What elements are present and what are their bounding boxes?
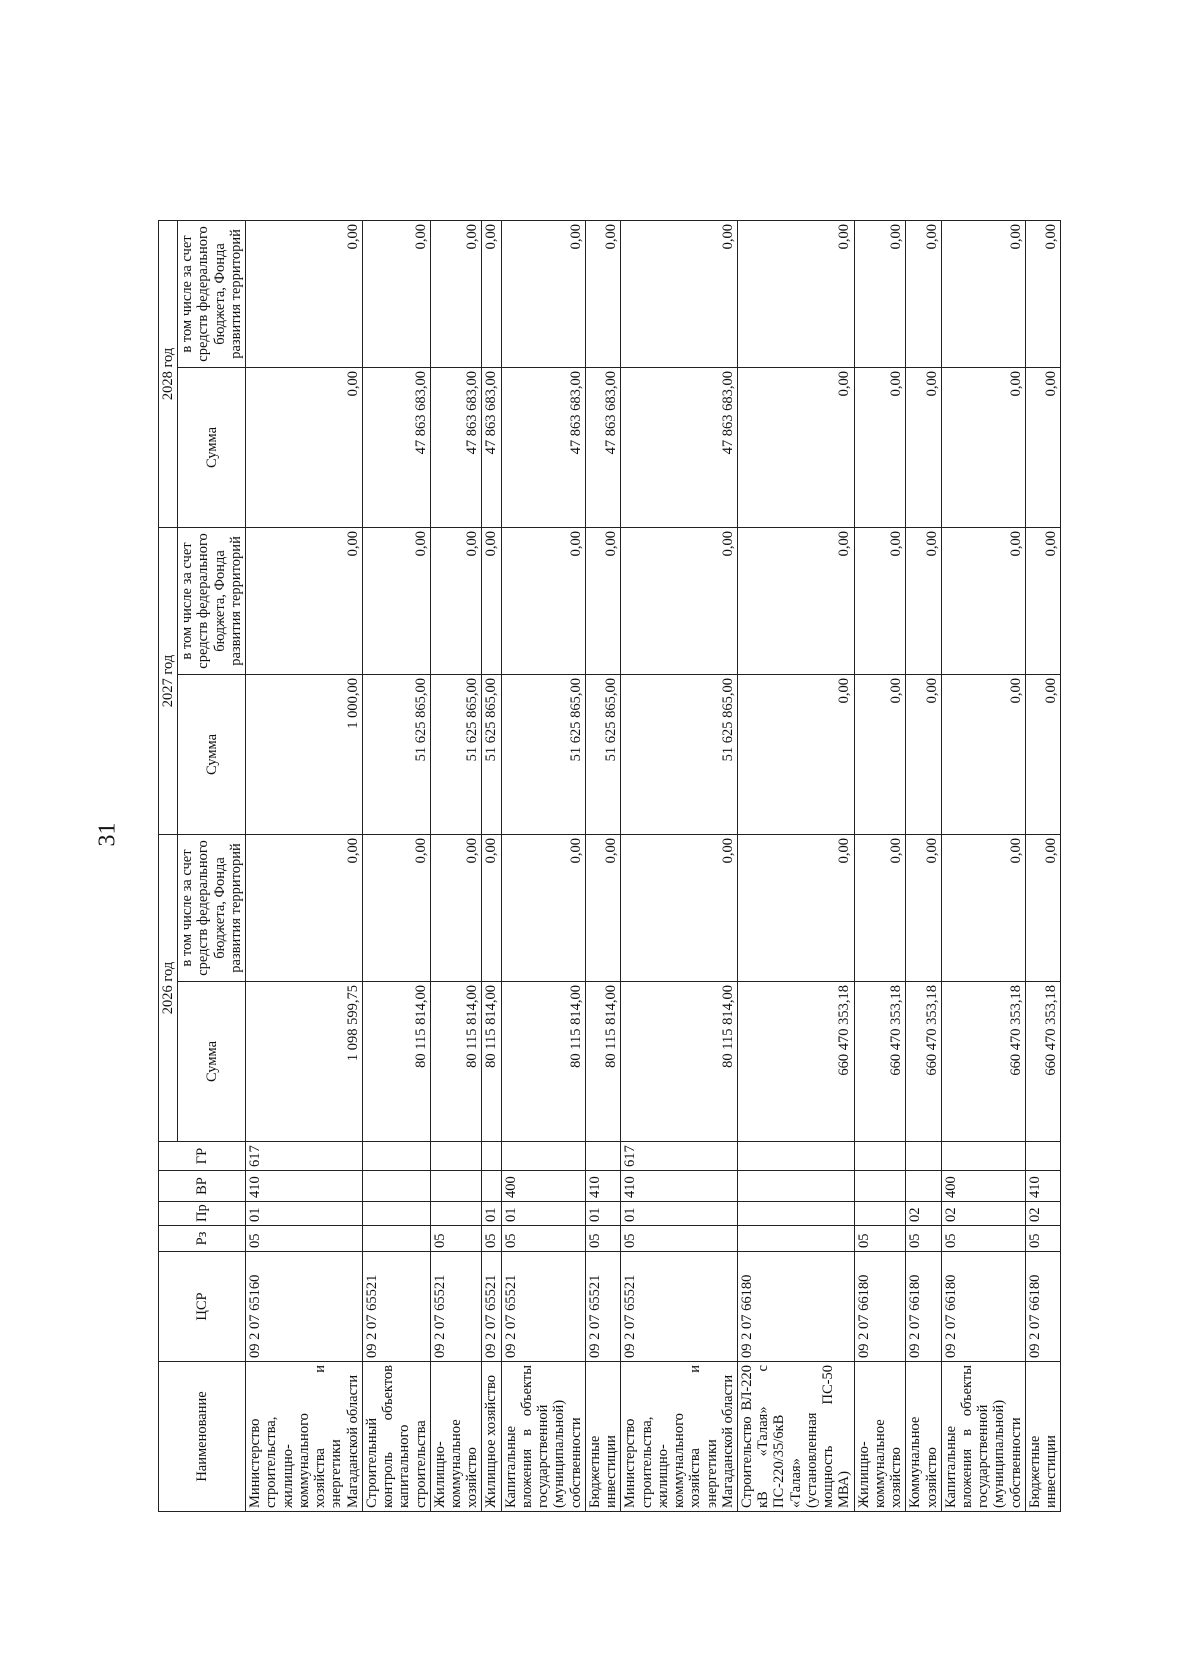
table-row — [941, 101, 1025, 1511]
cell-fed-2028: 0,00 — [906, 220, 941, 367]
cell-csr: 09 2 07 65521 — [585, 1252, 620, 1362]
cell-pr — [362, 1202, 430, 1226]
header-pr: Пр — [159, 1202, 246, 1226]
cell-vr — [482, 1171, 501, 1202]
cell-sum-2028: 0,00 — [941, 367, 1025, 527]
table-row — [621, 101, 738, 1511]
cell-vr — [430, 1171, 482, 1202]
cell-pr: 02 — [941, 1202, 1025, 1226]
cell-sum-2026: 660 470 353,18 — [941, 982, 1025, 1142]
cell-gr — [737, 1142, 854, 1171]
cell-sum-2028: 47 863 683,00 — [362, 367, 430, 527]
cell-sum-2028: 47 863 683,00 — [585, 367, 620, 527]
cell-fed-2028: 0,00 — [585, 220, 620, 367]
cell-fed-2028: 0,00 — [854, 220, 906, 367]
budget-table — [158, 101, 1061, 1512]
cell-rz: 05 — [482, 1226, 501, 1252]
cell-gr — [362, 1142, 430, 1171]
header-sum-2028: Сумма — [178, 367, 246, 527]
cell-name: Бюджетные инвестиции — [585, 1362, 620, 1512]
cell-rz: 05 — [1025, 1226, 1060, 1252]
cell-rz — [362, 1226, 430, 1252]
cell-pr: 02 — [906, 1202, 941, 1226]
cell-name: Капитальные вложения в объекты государственной (муниципальной) собственности — [501, 1362, 585, 1512]
cell-pr — [854, 1202, 906, 1226]
cell-gr — [941, 1142, 1025, 1171]
cell-fed-2026: 0,00 — [941, 834, 1025, 981]
cell-sum-2027: 0,00 — [854, 674, 906, 834]
cell-vr — [906, 1171, 941, 1202]
cell-sum-2028: 0,00 — [246, 367, 363, 527]
cell-fed-2027: 0,00 — [585, 527, 620, 674]
cell-sum-2026: 660 470 353,18 — [906, 982, 941, 1142]
cell-csr: 09 2 07 65521 — [430, 1252, 482, 1362]
header-row-years — [159, 101, 178, 1511]
cell-fed-2027: 0,00 — [430, 527, 482, 674]
cell-fed-2028: 0,00 — [621, 220, 738, 367]
cell-fed-2027: 0,00 — [362, 527, 430, 674]
cell-gr — [501, 1142, 585, 1171]
cell-sum-2027: 51 625 865,00 — [362, 674, 430, 834]
cell-csr: 09 2 07 66180 — [1025, 1252, 1060, 1362]
cell-sum-2027: 0,00 — [906, 674, 941, 834]
cell-fed-2026: 0,00 — [906, 834, 941, 981]
cell-vr: 410 — [1025, 1171, 1060, 1202]
cell-fed-2028: 0,00 — [482, 220, 501, 367]
cell-fed-2026: 0,00 — [737, 834, 854, 981]
cell-fed-2027: 0,00 — [246, 527, 363, 674]
cell-fed-2026: 0,00 — [854, 834, 906, 981]
cell-vr: 410 — [585, 1171, 620, 1202]
cell-pr: 01 — [501, 1202, 585, 1226]
rotated-table-frame — [158, 102, 1060, 1512]
page-number: 31 — [94, 822, 121, 847]
cell-sum-2027: 0,00 — [737, 674, 854, 834]
cell-sum-2028: 47 863 683,00 — [430, 367, 482, 527]
table-row — [482, 101, 501, 1511]
cell-gr: 617 — [246, 1142, 363, 1171]
cell-fed-2028: 0,00 — [362, 220, 430, 367]
table-row — [362, 101, 430, 1511]
cell-csr: 09 2 07 66180 — [854, 1252, 906, 1362]
cell-vr — [362, 1171, 430, 1202]
cell-fed-2028: 0,00 — [737, 220, 854, 367]
cell-rz: 05 — [501, 1226, 585, 1252]
table-row — [737, 101, 854, 1511]
cell-fed-2027: 0,00 — [941, 527, 1025, 674]
cell-sum-2027: 51 625 865,00 — [501, 674, 585, 834]
cell-fed-2026: 0,00 — [482, 834, 501, 981]
cell-sum-2026: 660 470 353,18 — [1025, 982, 1060, 1142]
cell-pr — [737, 1202, 854, 1226]
cell-csr: 09 2 07 66180 — [906, 1252, 941, 1362]
cell-rz: 05 — [246, 1226, 363, 1252]
cell-sum-2028: 0,00 — [1025, 367, 1060, 527]
cell-sum-2026: 80 115 814,00 — [585, 982, 620, 1142]
cell-sum-2026: 660 470 353,18 — [737, 982, 854, 1142]
table-body — [246, 101, 1061, 1511]
cell-name: Жилищно-коммунальное хозяйство — [854, 1362, 906, 1512]
cell-fed-2027: 0,00 — [737, 527, 854, 674]
cell-gr — [585, 1142, 620, 1171]
cell-fed-2026: 0,00 — [1025, 834, 1060, 981]
cell-gr — [1025, 1142, 1060, 1171]
cell-fed-2028: 0,00 — [1025, 220, 1060, 367]
cell-pr: 02 — [1025, 1202, 1060, 1226]
cell-csr: 09 2 07 66180 — [941, 1252, 1025, 1362]
cell-sum-2026: 660 470 353,18 — [854, 982, 906, 1142]
table-row — [854, 101, 906, 1511]
cell-name: Жилищное хозяйство — [482, 1362, 501, 1512]
cell-csr: 09 2 07 66180 — [737, 1252, 854, 1362]
cell-name: Строительный контроль объектов капитального строительства — [362, 1362, 430, 1512]
header-incl-2027: в том числе за счет средств федерального бюджета, Фонда развития территорий — [178, 527, 246, 674]
cell-name: Министерство строительства, жилищно-коммунального хозяйства и энергетики Магаданской области — [246, 1362, 363, 1512]
header-year-2028: 2028 год — [159, 220, 178, 527]
header-vr: ВР — [159, 1171, 246, 1202]
header-csr: ЦСР — [159, 1252, 246, 1362]
header-name: Наименование — [159, 1362, 246, 1512]
cell-rz: 05 — [621, 1226, 738, 1252]
cell-gr — [854, 1142, 906, 1171]
cell-vr — [737, 1171, 854, 1202]
cell-fed-2028: 0,00 — [501, 220, 585, 367]
header-year-2026: 2026 год — [159, 834, 178, 1141]
table-row — [246, 101, 363, 1511]
cell-csr: 09 2 07 65521 — [621, 1252, 738, 1362]
header-spacer — [159, 101, 246, 220]
table-row — [501, 101, 585, 1511]
cell-sum-2028: 0,00 — [906, 367, 941, 527]
cell-sum-2026: 80 115 814,00 — [430, 982, 482, 1142]
cell-rz: 05 — [430, 1226, 482, 1252]
cell-fed-2026: 0,00 — [430, 834, 482, 981]
cell-fed-2027: 0,00 — [501, 527, 585, 674]
cell-fed-2027: 0,00 — [1025, 527, 1060, 674]
cell-vr — [854, 1171, 906, 1202]
cell-name: Министерство строительства, жилищно-коммунального хозяйства и энергетики Магаданской области — [621, 1362, 738, 1512]
cell-sum-2027: 51 625 865,00 — [621, 674, 738, 834]
table-row — [430, 101, 482, 1511]
table-row — [585, 101, 620, 1511]
header-year-2027: 2027 год — [159, 527, 178, 834]
table-row — [906, 101, 941, 1511]
cell-pr — [430, 1202, 482, 1226]
cell-gr — [906, 1142, 941, 1171]
cell-rz: 05 — [854, 1226, 906, 1252]
cell-fed-2026: 0,00 — [362, 834, 430, 981]
cell-vr: 410 — [246, 1171, 363, 1202]
cell-name: Коммунальное хозяйство — [906, 1362, 941, 1512]
cell-rz: 05 — [941, 1226, 1025, 1252]
header-incl-2026: в том числе за счет средств федерального бюджета, Фонда развития территорий — [178, 834, 246, 981]
cell-fed-2026: 0,00 — [585, 834, 620, 981]
table-wrapper — [158, 102, 1060, 1512]
header-sum-2026: Сумма — [178, 982, 246, 1142]
cell-rz: 05 — [906, 1226, 941, 1252]
cell-fed-2027: 0,00 — [621, 527, 738, 674]
cell-pr: 01 — [621, 1202, 738, 1226]
table-row — [1025, 101, 1060, 1511]
header-sum-2027: Сумма — [178, 674, 246, 834]
cell-sum-2028: 47 863 683,00 — [621, 367, 738, 527]
cell-rz — [737, 1226, 854, 1252]
cell-fed-2027: 0,00 — [854, 527, 906, 674]
cell-sum-2027: 51 625 865,00 — [430, 674, 482, 834]
cell-fed-2028: 0,00 — [430, 220, 482, 367]
cell-sum-2027: 51 625 865,00 — [482, 674, 501, 834]
cell-sum-2028: 47 863 683,00 — [482, 367, 501, 527]
cell-gr — [482, 1142, 501, 1171]
cell-sum-2028: 0,00 — [737, 367, 854, 527]
cell-sum-2026: 80 115 814,00 — [621, 982, 738, 1142]
cell-fed-2028: 0,00 — [246, 220, 363, 367]
cell-name: Строительство ВЛ-220 кВ «Талая» с ПС-220/35/6кВ «Талая» (установленная мощность ПС-50 МВА) — [737, 1362, 854, 1512]
cell-gr: 617 — [621, 1142, 738, 1171]
cell-fed-2027: 0,00 — [906, 527, 941, 674]
page-number-container — [88, 0, 128, 1669]
cell-name: Жилищно-коммунальное хозяйство — [430, 1362, 482, 1512]
cell-vr: 400 — [501, 1171, 585, 1202]
cell-pr: 01 — [585, 1202, 620, 1226]
cell-vr: 400 — [941, 1171, 1025, 1202]
cell-sum-2028: 47 863 683,00 — [501, 367, 585, 527]
cell-name: Бюджетные инвестиции — [1025, 1362, 1060, 1512]
cell-name: Капитальные вложения в объекты государственной (муниципальной) собственности — [941, 1362, 1025, 1512]
cell-pr: 01 — [482, 1202, 501, 1226]
cell-sum-2027: 0,00 — [1025, 674, 1060, 834]
cell-fed-2026: 0,00 — [246, 834, 363, 981]
cell-csr: 09 2 07 65160 — [246, 1252, 363, 1362]
cell-gr — [430, 1142, 482, 1171]
cell-sum-2026: 80 115 814,00 — [482, 982, 501, 1142]
header-incl-2028: в том числе за счет средств федерального бюджета, Фонда развития территорий — [178, 220, 246, 367]
cell-fed-2028: 0,00 — [941, 220, 1025, 367]
cell-fed-2026: 0,00 — [621, 834, 738, 981]
cell-fed-2027: 0,00 — [482, 527, 501, 674]
cell-csr: 09 2 07 65521 — [362, 1252, 430, 1362]
cell-sum-2026: 1 098 599,75 — [246, 982, 363, 1142]
cell-pr: 01 — [246, 1202, 363, 1226]
cell-csr: 09 2 07 65521 — [482, 1252, 501, 1362]
header-rz: Рз — [159, 1226, 246, 1252]
cell-sum-2027: 1 000,00 — [246, 674, 363, 834]
cell-sum-2028: 0,00 — [854, 367, 906, 527]
cell-sum-2026: 80 115 814,00 — [362, 982, 430, 1142]
cell-sum-2026: 80 115 814,00 — [501, 982, 585, 1142]
cell-rz: 05 — [585, 1226, 620, 1252]
cell-sum-2027: 51 625 865,00 — [585, 674, 620, 834]
cell-fed-2026: 0,00 — [501, 834, 585, 981]
cell-vr: 410 — [621, 1171, 738, 1202]
header-gr: ГР — [159, 1142, 246, 1171]
cell-csr: 09 2 07 65521 — [501, 1252, 585, 1362]
cell-sum-2027: 0,00 — [941, 674, 1025, 834]
